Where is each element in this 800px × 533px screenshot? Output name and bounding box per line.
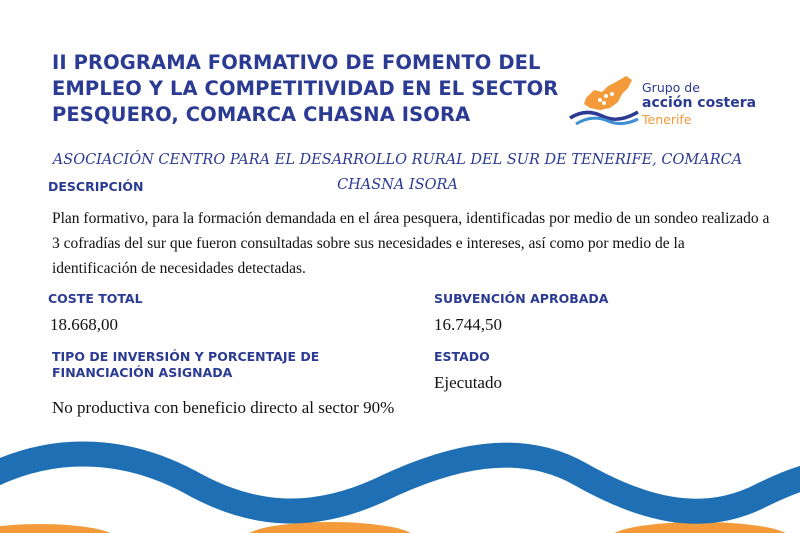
association-name: ASOCIACIÓN CENTRO PARA EL DESARROLLO RURAL DEL SUR DE TENERIFE, COMARCA CHASNA ISORA (52, 152, 743, 193)
tenerife-island-icon (566, 68, 642, 130)
description-label: DESCRIPCIÓN (48, 179, 144, 194)
logo-line-3: Tenerife (642, 112, 692, 127)
total-cost-label: COSTE TOTAL (48, 291, 143, 306)
total-cost-value: 18.668,00 (50, 315, 118, 334)
status-label: ESTADO (434, 349, 490, 364)
decorative-waves (0, 440, 800, 533)
orange-wave-left (0, 524, 115, 533)
approved-subsidy-value: 16.744,50 (434, 315, 502, 334)
description-text: Plan formativo, para la formación demandada en el área pesquera, identificadas por medio de un sondeo realizado a 3 cofradías del sur que fueron consultadas sobre sus necesidades e intereses, así como por medio de la identificación de necesidades detectadas. (52, 210, 770, 277)
orange-wave-middle (245, 522, 415, 533)
investment-type-value: No productiva con beneficio directo al sector 90% (52, 398, 395, 417)
logo-line-1: Grupo de (642, 80, 700, 95)
page-title: II PROGRAMA FORMATIVO DE FOMENTO DEL EMPLEO Y LA COMPETITIVIDAD EN EL SECTOR PESQUERO, COMARCA CHASNA ISORA (52, 51, 559, 126)
logo-line-2: acción costera (642, 95, 757, 111)
investment-type-label: TIPO DE INVERSIÓN Y PORCENTAJE DE FINANCIACIÓN ASIGNADA (52, 349, 320, 380)
grupo-accion-costera-logo (566, 68, 766, 138)
blue-wave (0, 454, 800, 511)
status-value: Ejecutado (434, 373, 502, 392)
approved-subsidy-label: SUBVENCIÓN APROBADA (434, 291, 609, 306)
